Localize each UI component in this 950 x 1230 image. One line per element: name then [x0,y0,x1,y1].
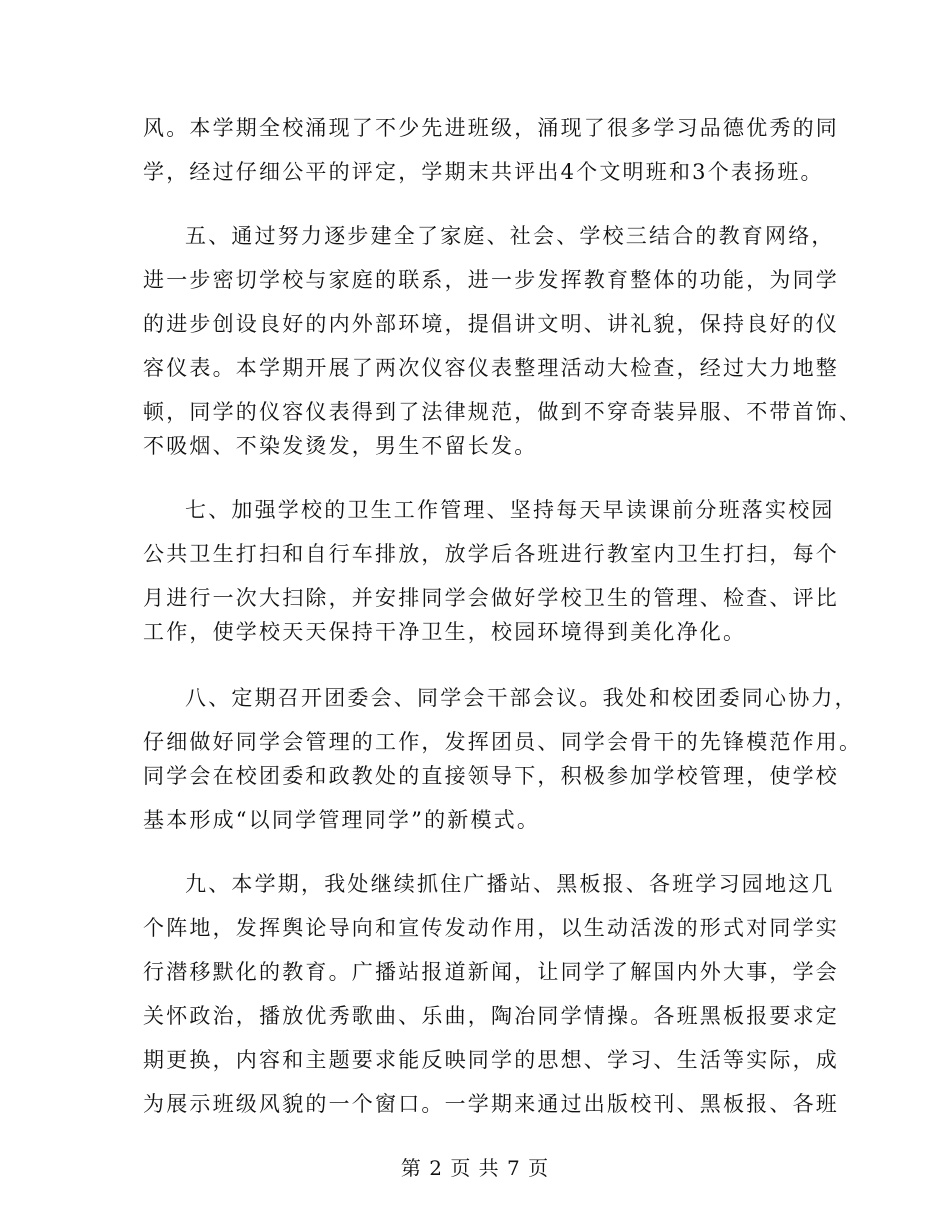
paragraph-2-line-3: 的进步创设良好的内外部环境，提倡讲文明、讲礼貌，保持良好的仪 [143,312,839,336]
paragraph-2-line-2: 进一步密切学校与家庭的联系，进一步发挥教育整体的功能，为同学 [143,268,839,292]
paragraph-1-line-1: 风。本学期全校涌现了不少先进班级，涌现了很多学习品德优秀的同 [143,116,839,140]
paragraph-3-line-4: 工作，使学校天天保持干净卫生，校园环境得到美化净化。 [143,620,747,644]
paragraph-5-line-1: 九、本学期，我处继续抓住广播站、黑板报、各班学习园地这几 [185,872,835,896]
paragraph-2-line-1: 五、通过努力逐步建全了家庭、社会、学校三结合的教育网络， [185,224,835,248]
paragraph-4-line-2: 仔细做好同学会管理的工作，发挥团员、同学会骨干的先锋模范作用。 [143,730,863,754]
paragraph-2-line-4: 容仪表。本学期开展了两次仪容仪表整理活动大检查，经过大力地整 [143,356,839,380]
paragraph-3-line-2: 公共卫生打扫和自行车排放，放学后各班进行教室内卫生打扫，每个 [143,542,839,566]
paragraph-4-line-3: 同学会在校团委和政教处的直接领导下，积极参加学校管理，使学校 [143,764,839,788]
paragraph-5-line-3: 行潜移默化的教育。广播站报道新闻，让同学了解国内外大事，学会 [143,960,839,984]
paragraph-4-line-1: 八、定期召开团委会、同学会干部会议。我处和校团委同心协力， [185,686,858,710]
page-number-footer: 第 2 页 共 7 页 [400,1156,550,1180]
paragraph-5-line-4: 关怀政治，播放优秀歌曲、乐曲，陶冶同学情操。各班黑板报要求定 [143,1004,839,1028]
paragraph-2-line-6: 不吸烟、不染发烫发，男生不留长发。 [143,434,538,458]
paragraph-2-line-5: 顿，同学的仪容仪表得到了法律规范，做到不穿奇装异服、不带首饰、 [143,400,863,424]
paragraph-4-line-4: 基本形成“以同学管理同学”的新模式。 [143,808,541,832]
paragraph-3-line-3: 月进行一次大扫除，并安排同学会做好学校卫生的管理、检查、评比 [143,586,839,610]
paragraph-5-line-5: 期更换，内容和主题要求能反映同学的思想、学习、生活等实际，成 [143,1048,839,1072]
paragraph-5-line-6: 为展示班级风貌的一个窗口。一学期来通过出版校刊、黑板报、各班 [143,1092,839,1116]
paragraph-5-line-2: 个阵地，发挥舆论导向和宣传发动作用，以生动活泼的形式对同学实 [143,916,839,940]
paragraph-3-line-1: 七、加强学校的卫生工作管理、坚持每天早读课前分班落实校园 [185,498,835,522]
paragraph-1-line-2: 学，经过仔细公平的评定，学期末共评出4个文明班和3个表扬班。 [143,160,824,184]
